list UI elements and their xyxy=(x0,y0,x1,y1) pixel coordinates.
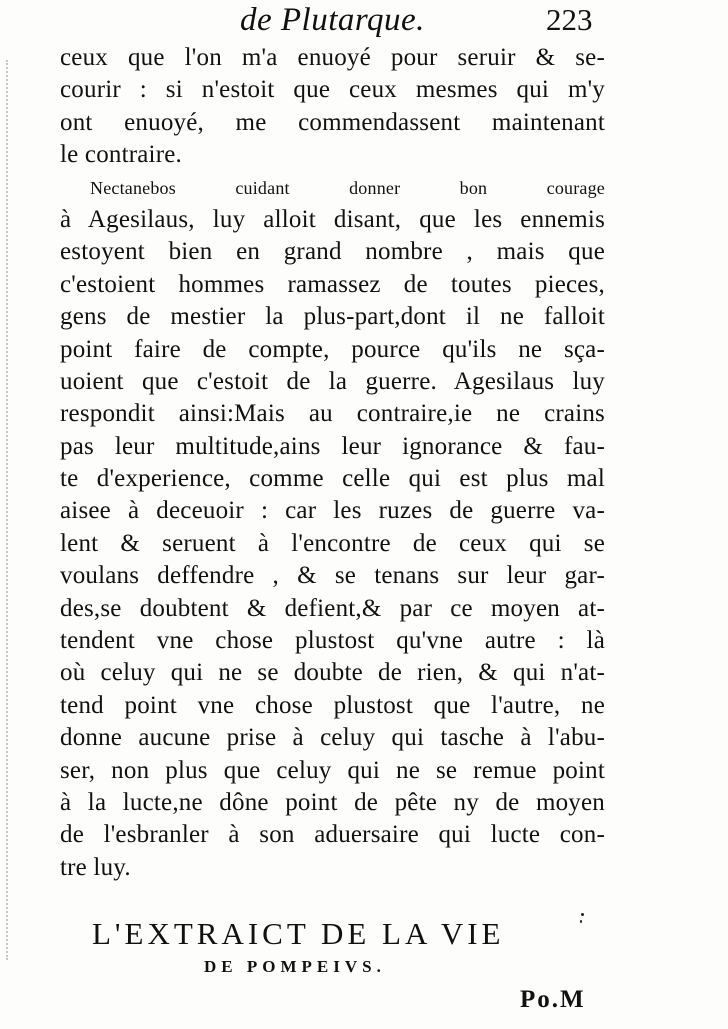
text-line: uoient que c'estoit de la guerre. Agesilaus luy xyxy=(60,367,605,395)
text-line: de l'esbranler à son aduersaire qui lucte con- xyxy=(60,821,605,849)
text-line: où celuy qui ne se doubte de rien, & qui n'at- xyxy=(60,659,605,687)
text-line: aisee à deceuoir : car les ruzes de guerre va- xyxy=(60,497,605,525)
text-line: estoyent bien en grand nombre , mais que xyxy=(60,238,605,266)
text-line: Nectanebos cuidant donner bon courage xyxy=(90,177,605,198)
text-line: courir : si n'estoit que ceux mesmes qui m'y xyxy=(60,76,605,104)
text-line: te d'experience, comme celle qui est plus mal xyxy=(60,465,605,493)
text-line: tendent vne chose plustost qu'vne autre : là xyxy=(60,627,605,655)
text-line: respondit ainsi:Mais au contraire,ie ne crains xyxy=(60,400,605,428)
ink-speck xyxy=(581,913,584,916)
text-line: voulans deffendre , & se tenans sur leur gar- xyxy=(60,562,605,590)
section-subtitle: DE POMPEIVS. xyxy=(204,957,386,976)
ink-speck xyxy=(580,920,582,923)
text-line: tre luy. xyxy=(60,853,131,881)
section-title: L'EXTRAICT DE LA VIE xyxy=(92,916,505,951)
text-line: point faire de compte, pource qu'ils ne sça- xyxy=(60,335,605,363)
catchword: Po.M xyxy=(520,986,586,1013)
text-line: gens de mestier la plus-part,dont il ne falloit xyxy=(60,303,605,331)
text-line: à Agesilaus, luy alloit disant, que les ennemis xyxy=(60,205,605,233)
text-line: ceux que l'on m'a enuoyé pour seruir & se- xyxy=(60,44,605,71)
text-line: pas leur multitude,ains leur ignorance & fau- xyxy=(60,432,605,460)
text-line: tend point vne chose plustost que l'autre, ne xyxy=(60,691,605,719)
text-line: c'estoient hommes ramassez de toutes pieces, xyxy=(60,270,605,298)
text-line: ser, non plus que celuy qui ne se remue point xyxy=(60,756,605,784)
page-number: 223 xyxy=(546,2,593,37)
text-line: le contraire. xyxy=(60,141,182,169)
running-head: de Plutarque. xyxy=(240,2,425,38)
body-text xyxy=(60,42,605,884)
text-line: lent & seruent à l'encontre de ceux qui se xyxy=(60,529,605,557)
binding-gutter xyxy=(6,60,14,960)
text-line: donne aucune prise à celuy qui tasche à l'abu- xyxy=(60,724,605,752)
text-line: des,se doubtent & defient,& par ce moyen at- xyxy=(60,594,605,622)
text-line: à la lucte,ne dône point de pête ny de moyen xyxy=(60,788,605,816)
text-line: ont enuoyé, me commendassent maintenant xyxy=(60,108,605,136)
